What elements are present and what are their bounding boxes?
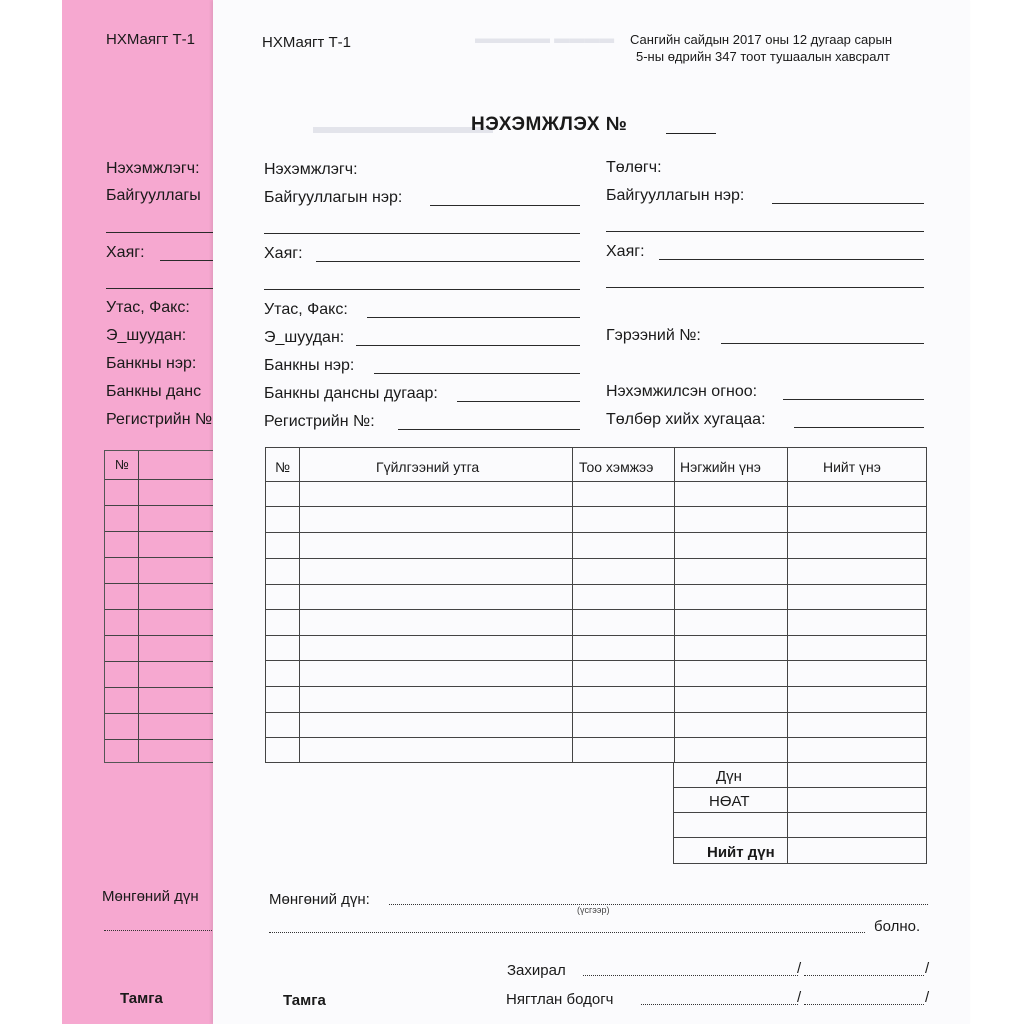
- issuer-email-label: Э_шуудан:: [264, 329, 345, 346]
- amount-hint: (үсгээр): [577, 905, 610, 915]
- summary-table: [673, 762, 927, 864]
- back-table-no-header: №: [115, 457, 129, 472]
- payer-heading: Төлөгч:: [606, 159, 662, 176]
- director-label: Захирал: [507, 962, 566, 979]
- stamp-label: Тамга: [283, 992, 326, 1009]
- payer-invoice-date-label: Нэхэмжилсэн огноо:: [606, 383, 758, 400]
- issuer-heading: Нэхэмжлэгч:: [264, 161, 358, 178]
- payer-org-line-2[interactable]: [606, 231, 924, 232]
- issuer-bank-line[interactable]: [374, 373, 580, 374]
- amount-dots-1[interactable]: [389, 904, 928, 905]
- back-account-label: Банкны данс: [106, 383, 202, 400]
- issuer-address-line[interactable]: [316, 261, 580, 262]
- director-name-dots[interactable]: [804, 975, 924, 976]
- issuer-register-line[interactable]: [398, 429, 580, 430]
- col-header-no: №: [275, 459, 291, 475]
- back-amount-label: Мөнгөний дүн: [102, 888, 199, 905]
- accountant-name-dots[interactable]: [804, 1004, 924, 1005]
- back-form-code: НХМаягт Т-1: [106, 31, 195, 48]
- summary-vat-label: НӨАТ: [709, 793, 750, 810]
- issuer-org-label: Байгууллагын нэр:: [264, 189, 403, 206]
- decree-line-1: Сангийн сайдын 2017 оны 12 дугаар сарын: [630, 32, 893, 47]
- issuer-address-line-2[interactable]: [264, 289, 580, 290]
- issuer-phone-line[interactable]: [367, 317, 580, 318]
- amount-suffix: болно.: [874, 918, 921, 935]
- director-sign-dots[interactable]: [583, 975, 798, 976]
- payer-contract-line[interactable]: [721, 343, 924, 344]
- issuer-org-line-2[interactable]: [264, 233, 580, 234]
- summary-grand-total-label: Нийт дүн: [707, 844, 775, 861]
- issuer-email-line[interactable]: [356, 345, 580, 346]
- back-org-label: Байгууллагы: [106, 187, 201, 204]
- invoice-number-line: [666, 133, 716, 134]
- back-stamp-label: Тамга: [120, 990, 163, 1007]
- issuer-account-line[interactable]: [457, 401, 580, 402]
- amount-label: Мөнгөний дүн:: [269, 891, 370, 908]
- payer-org-line[interactable]: [772, 203, 924, 204]
- back-bank-label: Банкны нэр:: [106, 355, 197, 372]
- back-email-label: Э_шуудан:: [106, 327, 187, 344]
- accountant-sign-dots[interactable]: [641, 1004, 798, 1005]
- amount-dots-2[interactable]: [269, 932, 865, 933]
- issuer-account-label: Банкны дансны дугаар:: [264, 385, 438, 402]
- issuer-org-line[interactable]: [430, 205, 580, 206]
- payer-contract-label: Гэрээний №:: [606, 327, 701, 344]
- items-table: [265, 447, 927, 763]
- invoice-title: НЭХЭМЖЛЭХ №: [471, 114, 628, 135]
- payer-due-line[interactable]: [794, 427, 924, 428]
- summary-subtotal-label: Дүн: [716, 768, 742, 785]
- issuer-register-label: Регистрийн №:: [264, 413, 375, 430]
- col-header-quantity: Тоо хэмжээ: [579, 459, 654, 475]
- payer-address-line[interactable]: [659, 259, 924, 260]
- col-header-description: Гүйлгээний утга: [376, 459, 480, 475]
- back-issuer-label: Нэхэмжлэгч:: [106, 160, 200, 177]
- col-header-total: Нийт үнэ: [823, 459, 881, 475]
- payer-address-label: Хаяг:: [606, 243, 645, 260]
- decree-line-2: 5-ны өдрийн 347 тоот тушаалын хавсралт: [636, 49, 890, 64]
- back-register-label: Регистрийн №: [106, 411, 213, 428]
- issuer-bank-label: Банкны нэр:: [264, 357, 355, 374]
- payer-due-label: Төлбөр хийх хугацаа:: [606, 411, 766, 428]
- back-phone-label: Утас, Факс:: [106, 299, 190, 316]
- form-code: НХМаягт Т-1: [262, 34, 351, 51]
- payer-invoice-date-line[interactable]: [783, 399, 924, 400]
- issuer-address-label: Хаяг:: [264, 245, 303, 262]
- col-header-unit-price: Нэгжийн үнэ: [680, 459, 761, 475]
- issuer-phone-label: Утас, Факс:: [264, 301, 348, 318]
- payer-address-line-2[interactable]: [606, 287, 924, 288]
- accountant-label: Нягтлан бодогч: [506, 991, 614, 1008]
- payer-org-label: Байгууллагын нэр:: [606, 187, 745, 204]
- invoice-sheet: ▬▬▬▬▬ ▬▬▬▬ ▬▬▬▬▬▬▬▬▬ НХМаягт Т-1 Сангийн сайдын 2017 оны 12 дугаар сарын 5-ны өдрийн 347 тоот тушаалын хавсралт НЭХЭМЖЛЭХ № Нэхэмжлэгч: Байгууллагын нэр: Хаяг: Утас, Факс: Э_шуудан: Банкны нэр: Банкны дансны дугаар: Регистрийн №: Төлөгч: Байгууллагын нэр: Хаяг: Гэрээний №: Нэхэмжилсэн огноо: Төлбөр хийх хугацаа: № Гүйлгээний утга Тоо хэмжээ Нэгжийн үнэ Нийт үнэ Дүн НӨАТ Нийт дүн Мөнгөний дүн: (үсгээр) болно. Захирал / / Тамга Нягтлан бодогч / /: [213, 0, 970, 1024]
- back-address-label: Хаяг:: [106, 244, 145, 261]
